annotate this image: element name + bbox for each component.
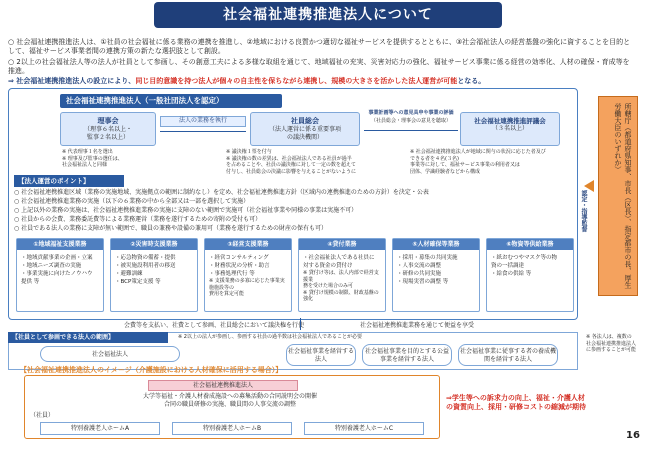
point-4: ○ 社員からの会費、業務委託費等による業務運営（業務を遂行するための寄附の受付も可） [14,216,262,223]
member-type-1: 社会福祉事業を経営する法人 [286,344,356,366]
point-5: ○ 社員である法人の業務に支障が無い範囲で、職員の兼務や設備の兼用可（業務を遂行するための財産の保有も可） [14,225,328,232]
example-members-label: （社員） [30,412,55,419]
supervision-tag: 認定・指導監督 [580,190,587,232]
assembly-notes: ※ 議決権１票を付与 ※ 議決権の数の差異は、社会福祉法人である社員が過半 を占めることや、社員の議決権に対して一定の数を超えて 付与し、社員総会の決議に影響を与えることがないように [226,149,357,175]
business-box-6: ⑥物資等供給業務 ・紙おむつやマスク等の物 資の一括調達 ・給食の供給 等 [486,238,574,312]
example-desc-1: 大学等福祉・介護人材養成施設への募集活動の合同説明会の開催 [142,393,317,400]
member-type-3: 社会福祉事業に従事する者の養成機関を経営する法人 [458,344,558,366]
example-desc-2: 合同の職員研修の実施、職員間の人事交流の調整 [163,401,296,408]
member-type-2: 社会福祉事業を目的とする公益事業を経営する法人 [362,344,452,366]
business-box-3: ③経営支援業務 ・経営コンサルティング ・財務状況の分析・助言 ・事務処理代行 等 ※ 支援業務の多寡に応じた事業実施施設等の 費用を算定可能 [204,238,292,312]
point-2: ○ 社会福祉連携推進業務の実施（以下の６業務の中から全部又は一部を選択して実施） [14,198,250,205]
members-header: 【社員として参画できる法人の範囲】 [8,332,168,343]
members-note: ※ 2以上の法人が参画し、参画する社員の過半数は社会福祉法人であることが必要 [178,334,362,340]
facility-b: 特別養護老人ホームB [172,422,292,435]
board-notes: ※ 代表理事１名を選出 ※ 理事及び監事の選任は、 社会福祉法人と同様 [62,149,123,168]
business-box-5: ⑤人材確保等業務 ・採用・募集の共同実施 ・人事交流の調整 ・研修の共同実施 ・現場実習の調整 等 [392,238,480,312]
example-effect: ⇒学生等への訴求力の向上、福祉・介護人材 の資質向上、採用・研修コストの縮減が期待 [446,394,586,411]
benefit-text: 社会福祉連携推進業務を通じて便益を享受 [360,322,475,329]
supervisory-authority-box: 所轄庁（都道府県知事、市長（区長）、指定都市の長、厚生労働大臣のいずれか） [598,96,638,296]
board-box: 理事会 （理事６名以上・ 監事２名以上） [60,112,156,146]
members-side-note: ※ 各法人は、複数の 社会福祉連携推進法人 に参画することが可能 [586,334,637,353]
business-box-4: ④貸付業務 ・社会福祉法人である社員に 対する資金の貸付け ※ 貸付け等は、法人内部で経営支援業 務を受けた場合のみ可 ※ 貸付け規模の制限、財政基盤の強化 [298,238,386,312]
council-notes: ※ 社会福祉連携推進法人が地域に関与の状況に応じた者及び できる者を４名(３名) 事業等に対して、福祉サービス事業の利用者又は 団体、学識経験者などから構成 [410,149,546,175]
intro-paragraph-1: ○ 社会福祉連携推進法人は、①社員の社会福祉に係る業務の連携を推進し、②地域における良質かつ適切な福祉サービスを提供するとともに、③社会福祉法人の経営基盤の強化に資することを目的として、福祉サービス事業者間の連携方策の新たな選択肢として創設。 [8,38,631,55]
point-3: ○ 上記以外の業務の実施は、社会福祉連携推進業務の実施に支障のない範囲で実施可（社会福祉事業や同様の事業は実施不可） [14,207,358,214]
arrow-left-line [160,131,246,132]
point-1: ○ 社会福祉連携推進区域（業務の実施地域、実施拠点の範囲に制約なし）を定め、社会福祉連携推進方針（区域内の連携推進のための方針）を決定・公表 [14,189,429,196]
example-corp: 社会福祉連携推進法人 [148,380,298,391]
business-box-2: ②災害時支援業務 ・応急物資の備蓄・提供 ・被災施設利用者の移送 ・避難訓練 ・BCP策定支援 等 [110,238,198,312]
supervision-arrow [584,180,594,192]
facility-c: 特別養護老人ホームC [304,422,424,435]
intro-paragraph-2: ○ 2以上の社会福祉法人等の法人が社員として参画し、その創意工夫による多様な取組を通じて、地域福祉の充実、災害対応力の強化、福祉サービス事業に係る経営の効率化、人材の確保・育成等を推進。 [8,58,630,75]
example-header: 【社会福祉連携推進法人のイメージ（介護施設における人材確保に活用する場合）】 [20,366,283,374]
fee-text: 会費等を支払い、社費として参画、社員総会において議決権を行使 [124,322,305,329]
points-header: 【法人運営のポイント】 [14,175,124,187]
arrow-right-line [364,130,458,131]
arrow-execute-label: 法人の業務を執行 [160,116,246,127]
assembly-box: 社員総会 （法人運営に係る重要事項 の議決機関） [250,112,360,146]
member-link-arrow [300,318,301,330]
arrow-opinion-sub: （社員総会・理事会の意見を聴取） [370,118,451,124]
page-title: 社会福祉連携推進法人について [154,2,502,28]
member-sw-corp: 社会福祉法人 [40,346,180,362]
business-box-1: ①地域福祉支援業務 ・地域貢献事業の企画・立案 ・地域ニーズ調査の実施 ・事業実施に向けたノウハウ 提供 等 [16,238,104,312]
page-number: 16 [626,430,640,441]
council-box: 社会福祉連携推進評議会 （３名以上） [460,112,560,146]
facility-a: 特別養護老人ホームA [40,422,160,435]
org-header: 社会福祉連携推進法人（一般社団法人を認定） [60,94,282,108]
intro-conclusion: ⇒ 社会福祉連携推進法人の設立により、同じ目的意識を持つ法人が個々の自主性を保ちながら連携し、規模の大きさを活かした法人運営が可能となる。 [8,77,486,85]
arrow-opinion-label: 事業計画等への意見具申や事業の評価 [368,110,454,116]
